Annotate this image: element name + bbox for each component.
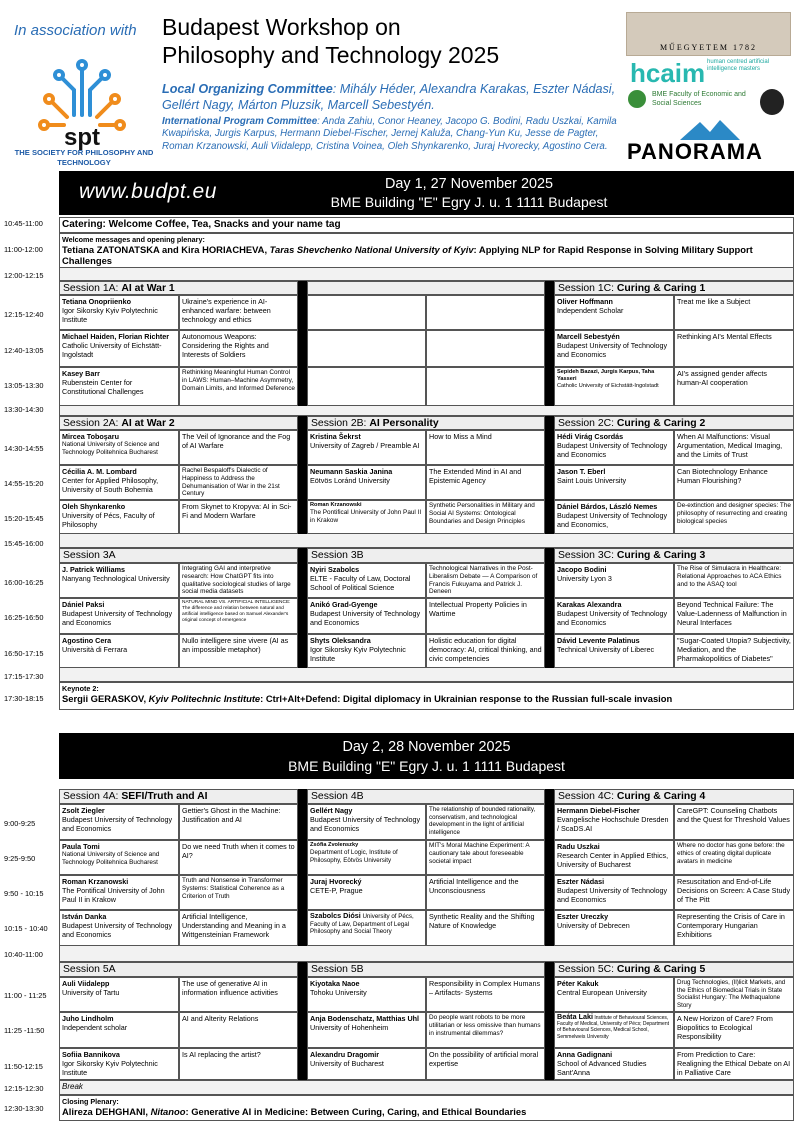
column-separator <box>545 281 554 406</box>
welcome-plenary: Welcome messages and opening plenary: Tetiana ZATONATSKA and Kira HORIACHEVA, Taras Shevchenko National University of Kyiv: Applying NLP for Rapid Response in Solving Military Support Challenges <box>59 233 794 268</box>
talk-speaker: Sofiia Bannikova Igor Sikorsky Kyiv Polytechnic Institute <box>59 1048 179 1080</box>
time-slot: 17:15-17:30 <box>4 672 44 681</box>
talk-speaker: Anja Bodenschatz, Matthias Uhl University of Hohenheim <box>307 1012 426 1048</box>
column-separator <box>298 789 307 946</box>
talk-title: From Prediction to Care: Realigning the Ethical Debate on AI in Palliative Care <box>674 1048 794 1080</box>
time-slot: 13:05-13:30 <box>4 381 44 390</box>
talk-speaker: Anna Gadignani School of Advanced Studies Sant'Anna <box>554 1048 674 1080</box>
talk-speaker: Péter Kakuk Central European University <box>554 977 674 1012</box>
talk-speaker: Oliver Hoffmann Independent Scholar <box>554 295 674 330</box>
session-2a-header: Session 2A: AI at War 2 <box>59 416 298 430</box>
profile-silhouette-icon <box>760 89 784 115</box>
spt-logo-icon <box>22 45 142 165</box>
session-5b-header: Session 5B <box>307 962 545 977</box>
talk-title: Where no doctor has gone before: the ethics of creating digital duplicate avatars in medicine <box>674 840 794 875</box>
time-slot: 11:00-12:00 <box>4 245 43 254</box>
talk-speaker: Eszter Nádasi Budapest University of Technology and Economics <box>554 875 674 910</box>
time-slot: 16:25-16:50 <box>4 613 44 622</box>
talk-title: Holistic education for digital democracy: AI, critical thinking, and civic competencies <box>426 634 545 668</box>
talk-speaker: Beáta Laki Institute of Behavioural Sciences, Faculty of Medical, University of Pécs; Department of Behavioural Sciences, Medical School, Semmelweis University <box>554 1012 674 1048</box>
talk-title: The relationship of bounded rationality, conservatism, and technological development in the light of artificial intelligence <box>426 804 545 840</box>
time-slot: 13:30-14:30 <box>4 405 44 414</box>
catering-row: Catering: Welcome Coffee, Tea, Snacks and your name tag <box>59 217 794 233</box>
time-slot: 9:50 - 10:15 <box>4 889 44 898</box>
break-row <box>59 668 794 682</box>
talk-speaker: Mircea Toboşaru National University of Science and Technology Politehnica Bucharest <box>59 430 179 465</box>
talk-title: The Rise of Simulacra in Healthcare: Relational Approaches to ACA Ethics and to the ASAQ tool <box>674 563 794 598</box>
talk-title: Autonomous Weapons: Considering the Rights and Interests of Soldiers <box>179 330 298 367</box>
column-separator <box>298 281 307 406</box>
talk-speaker: Juraj Hvorecký CETE-P, Prague <box>307 875 426 910</box>
column-separator <box>545 548 554 668</box>
talk-speaker: Cécilia A. M. Lombard Center for Applied Philosophy, University of South Bohemia <box>59 465 179 500</box>
talk-title: Rethinking Meaningful Human Control in LAWS: Human–Machine Asymmetry, Domain Limits, and Informed Deference <box>179 367 298 406</box>
talk-title: The Extended Mind in AI and Epistemic Agency <box>426 465 545 500</box>
time-slot: 11:50-12:15 <box>4 1062 43 1071</box>
mountain-icon <box>680 118 740 140</box>
talk-speaker: Alexandru Dragomir University of Bucharest <box>307 1048 426 1080</box>
talk-speaker: Jason T. Eberl Saint Louis University <box>554 465 674 500</box>
session-1b-header <box>307 281 545 295</box>
talk-speaker: Dávid Levente Palatinus Technical University of Liberec <box>554 634 674 668</box>
talk-speaker: Dániel Paksi Budapest University of Technology and Economics <box>59 598 179 634</box>
talk-speaker: István Danka Budapest University of Technology and Economics <box>59 910 179 946</box>
talk-speaker: J. Patrick Williams Nanyang Technological University <box>59 563 179 598</box>
talk-title: Intellectual Property Policies in Wartime <box>426 598 545 634</box>
website-url[interactable]: www.budpt.eu <box>79 180 217 203</box>
time-slot: 12:15-12:40 <box>4 310 44 319</box>
empty-cell <box>426 295 545 330</box>
talk-speaker: Neumann Saskia Janina Eötvös Loránd University <box>307 465 426 500</box>
column-separator <box>298 548 307 668</box>
time-slot: 15:20-15:45 <box>4 514 44 523</box>
column-separator <box>298 962 307 1080</box>
local-committee: Local Organizing Committee: Mihály Héder, Alexandra Karakas, Eszter Nádasi, Gellért Nagy, Márton Pluzsik, Marcell Sebestyén. <box>162 82 616 112</box>
column-separator <box>545 416 554 534</box>
talk-speaker: Radu Uszkai Research Center in Applied Ethics, University of Bucharest <box>554 840 674 875</box>
talk-title: Technological Narratives in the Post-Liberalism Debate — A Comparison of Francis Fukuyama and Patrick J. Deneen <box>426 563 545 598</box>
session-1c-header: Session 1C: Curing & Caring 1 <box>554 281 794 295</box>
day2-banner <box>59 733 794 779</box>
talk-title: Synthetic Personalities in Military and Social AI Systems: Ontological Boundaries and Design Principles <box>426 500 545 534</box>
empty-cell <box>307 330 426 367</box>
talk-title: The Veil of Ignorance and the Fog of AI Warfare <box>179 430 298 465</box>
talk-title: NATURAL MIND VS. ARTIFICIAL INTELLIGENCE: The difference and relation between natural and artificial intelligence based on Samuel Alexander's original concept of emergence <box>179 598 298 634</box>
talk-title: AI's assigned gender affects human-AI cooperation <box>674 367 794 406</box>
time-slot: 12:15-12:30 <box>4 1084 44 1093</box>
talk-speaker: Dániel Bárdos, László Nemes Budapest University of Technology and Economics, <box>554 500 674 534</box>
time-slot: 9:00-9:25 <box>4 819 36 828</box>
talk-speaker: Marcell Sebestyén Budapest University of Technology and Economics <box>554 330 674 367</box>
keynote-row: Keynote 2: Sergii GERASKOV, Kyiv Politechnic Institute: Ctrl+Alt+Defend: Digital diplomacy in Ukrainian response to the Russian full-scale invasion <box>59 682 794 710</box>
talk-title: Beyond Technical Failure: The Value-Ladenness of Malfunction in Neural Interfaces <box>674 598 794 634</box>
talk-title: CareGPT: Counseling Chatbots and the Quest for Threshold Values <box>674 804 794 840</box>
talk-title: From Skynet to Kropyva: AI in Sci-Fi and Modern Warfare <box>179 500 298 534</box>
talk-title: When AI Malfunctions: Visual Argumentation, Medical Imaging, and the Limits of Trust <box>674 430 794 465</box>
time-slot: 9:25-9:50 <box>4 854 36 863</box>
break-row <box>59 268 794 281</box>
svg-text:spt: spt <box>64 124 100 151</box>
session-2c-header: Session 2C: Curing & Caring 2 <box>554 416 794 430</box>
talk-speaker: Zsófia Zvolenszky Department of Logic, Institute of Philosophy, Eötvös University <box>307 840 426 875</box>
talk-title: Is AI replacing the artist? <box>179 1048 298 1080</box>
talk-title: "Sugar-Coated Utopia? Subjectivity, Mediation, and the Pharmakopolitics of Diabetes" <box>674 634 794 668</box>
talk-title: De-extinction and designer species: The philosophy of resurrecting and creating biological species <box>674 500 794 534</box>
talk-speaker: Jacopo Bodini University Lyon 3 <box>554 563 674 598</box>
break-row: Break <box>59 1080 794 1095</box>
time-slot: 15:45-16:00 <box>4 539 44 548</box>
day1-venue: BME Building "E" Egry J. u. 1 1111 Budapest <box>330 194 608 210</box>
column-separator <box>545 962 554 1080</box>
program-committee: International Program Committee: Anda Zahiu, Conor Heaney, Jacopo G. Bodini, Radu Uszkai, Kamila Kwapińska, Jurgis Karpus, Hermann Diebel-Fischer, Jernej Kaluža, Chang-Yun Ku, Jesse de Pagter, Roman Krzanowski, Auli Viidalepp, Cristina Voinea, Oleh Shynkarenko, Juraj Hvorecky, Agostino Cera. <box>162 116 617 152</box>
talk-speaker: Eszter Ureczky University of Debrecen <box>554 910 674 946</box>
talk-title: Responsibility in Complex Humans – Artifacts- Systems <box>426 977 545 1012</box>
talk-title: Artificial Intelligence, Understanding and Meaning in a Wittgensteinian Framework <box>179 910 298 946</box>
empty-cell <box>307 295 426 330</box>
page-title: Budapest Workshop on Philosophy and Technology 2025 <box>162 14 500 68</box>
session-5c-header: Session 5C: Curing & Caring 5 <box>554 962 794 977</box>
bme-seal-icon <box>628 90 646 108</box>
session-3b-header: Session 3B <box>307 548 545 563</box>
muegyetem-logo: MŰEGYETEM 1782 <box>659 43 758 52</box>
talk-title: Rethinking AI's Mental Effects <box>674 330 794 367</box>
talk-title: On the possibility of artificial moral expertise <box>426 1048 545 1080</box>
talk-title: Truth and Nonsense in Transformer Systems: Statistical Coherence as a Criterion of Truth <box>179 875 298 910</box>
talk-speaker: Gellért Nagy Budapest University of Technology and Economics <box>307 804 426 840</box>
time-slot: 11:25 -11:50 <box>4 1026 45 1035</box>
day1-title: Day 1, 27 November 2025 <box>385 176 553 192</box>
talk-speaker: Szabolcs Diósi University of Pécs, Faculty of Law, Department of Legal Philosophy and Social Theory <box>307 910 426 946</box>
time-slot: 14:55-15:20 <box>4 479 44 488</box>
hcaim-logo: hcaim <box>630 58 706 88</box>
association-label: In association with <box>14 22 137 39</box>
talk-title: Drug Technologies, (Il)licit Markets, and the Ethics of Biomedical Trials in State Socialist Hungary: The Methaqualone Story <box>674 977 794 1012</box>
session-3a-header: Session 3A <box>59 548 298 563</box>
session-4b-header: Session 4B <box>307 789 545 804</box>
spt-society-name: THE SOCIETY FOR PHILOSOPHY AND TECHNOLOGY <box>14 148 154 167</box>
talk-title: Synthetic Reality and the Shifting Nature of Knowledge <box>426 910 545 946</box>
talk-speaker: Hermann Diebel-Fischer Evangelische Hochschule Dresden / ScaDS.AI <box>554 804 674 840</box>
session-2b-header: Session 2B: AI Personality <box>307 416 545 430</box>
talk-speaker: Kiyotaka Naoe Tohoku University <box>307 977 426 1012</box>
talk-speaker: Shyts Oleksandra Igor Sikorsky Kyiv Polytechnic Institute <box>307 634 426 668</box>
talk-speaker: Karakas Alexandra Budapest University of Technology and Economics <box>554 598 674 634</box>
talk-speaker: Sepideh Bazazi, Jurgis Karpus, Taha Yasseri Catholic University of Eichstätt-Ingolstadt <box>554 367 674 406</box>
talk-title: Do we need Truth when it comes to AI? <box>179 840 298 875</box>
talk-title: Integrating GAI and interpretive research: How ChatGPT fits into qualitative sociological studies of large social media datasets <box>179 563 298 598</box>
time-slot: 14:30-14:55 <box>4 444 44 453</box>
closing-plenary: Closing Plenary: Alireza DEHGHANI, Nitanoo: Generative AI in Medicine: Between Curing, Caring, and Ethical Boundaries <box>59 1095 794 1121</box>
talk-title: Resuscitation and End-of-Life Decisions on Screen: A Case Study of The Pitt <box>674 875 794 910</box>
talk-title: The use of generative AI in information influence activities <box>179 977 298 1012</box>
time-slot: 12:40-13:05 <box>4 346 44 355</box>
talk-title: Rachel Bespaloff's Dialectic of Happiness to Address the Dehumanisation of War in the 21st Century <box>179 465 298 500</box>
break-row <box>59 946 794 962</box>
talk-title: AI and Alterity Relations <box>179 1012 298 1048</box>
hcaim-subtitle: human centred artificial intelligence masters <box>707 59 770 72</box>
empty-cell <box>307 367 426 406</box>
talk-speaker: Agostino Cera Università di Ferrara <box>59 634 179 668</box>
talk-title: Ukraine's experience in AI-enhanced warfare: between technology and ethics <box>179 295 298 330</box>
talk-speaker: Roman Krzanowski The Pontifical University of John Paul II in Krakow <box>307 500 426 534</box>
talk-speaker: Anikó Grad-Gyenge Budapest University of Technology and Economics <box>307 598 426 634</box>
session-1a-header: Session 1A: AI at War 1 <box>59 281 298 295</box>
talk-speaker: Kristina Šekrst University of Zagreb / Preamble AI <box>307 430 426 465</box>
empty-cell <box>426 330 545 367</box>
talk-speaker: Auli Viidalepp University of Tartu <box>59 977 179 1012</box>
panorama-logo: PANORAMA <box>627 139 763 164</box>
talk-title: Nullo intelligere sine vivere (AI as an impossible metaphor) <box>179 634 298 668</box>
time-slot: 12:00-12:15 <box>4 271 44 280</box>
talk-title: A New Horizon of Care? From Biopolitics to Ecological Responsibility <box>674 1012 794 1048</box>
day2-title: Day 2, 28 November 2025 <box>342 739 511 755</box>
lunch-row <box>59 406 794 416</box>
talk-title: How to Miss a Mind <box>426 430 545 465</box>
session-3c-header: Session 3C: Curing & Caring 3 <box>554 548 794 563</box>
talk-speaker: Zsolt Ziegler Budapest University of Technology and Economics <box>59 804 179 840</box>
session-4c-header: Session 4C: Curing & Caring 4 <box>554 789 794 804</box>
session-4a-header: Session 4A: SEFI/Truth and AI <box>59 789 298 804</box>
talk-speaker: Hédi Virág Csordás Budapest University of Technology and Economics <box>554 430 674 465</box>
time-slot: 10:15 - 10:40 <box>4 924 48 933</box>
day2-venue: BME Building "E" Egry J. u. 1 1111 Budapest <box>288 758 565 774</box>
session-5a-header: Session 5A <box>59 962 298 977</box>
empty-cell <box>426 367 545 406</box>
talk-speaker: Oleh Shynkarenko University of Pécs, Faculty of Philosophy <box>59 500 179 534</box>
talk-title: Treat me like a Subject <box>674 295 794 330</box>
time-slot: 17:30-18:15 <box>4 694 44 703</box>
time-slot: 16:00-16:25 <box>4 578 44 587</box>
talk-title: MIT's Moral Machine Experiment: A cautionary tale about foreseeable societal impact <box>426 840 545 875</box>
talk-title: Can Biotechnology Enhance Human Flourishing? <box>674 465 794 500</box>
talk-title: Gettier's Ghost in the Machine: Justification and AI <box>179 804 298 840</box>
time-slot: 10:40-11:00 <box>4 950 43 959</box>
time-slot: 16:50-17:15 <box>4 649 44 658</box>
talk-speaker: Tetiana Onopriienko Igor Sikorsky Kyiv Polytechnic Institute <box>59 295 179 330</box>
time-slot: 12:30-13:30 <box>4 1104 44 1113</box>
column-separator <box>545 789 554 946</box>
time-slot: 10:45-11:00 <box>4 219 43 228</box>
talk-title: Representing the Crisis of Care in Contemporary Hungarian Exhibitions <box>674 910 794 946</box>
column-separator <box>298 416 307 534</box>
talk-speaker: Nyiri Szabolcs ELTE - Faculty of Law, Doctoral School of Political Science <box>307 563 426 598</box>
talk-speaker: Michael Haiden, Florian Richter Catholic University of Eichstätt-Ingolstadt <box>59 330 179 367</box>
talk-title: Artificial Intelligence and the Unconsciousness <box>426 875 545 910</box>
talk-speaker: Roman Krzanowski The Pontifical University of John Paul II in Krakow <box>59 875 179 910</box>
day1-banner <box>59 171 794 215</box>
bme-gtk-logo: BME Faculty of Economic and Social Sciences <box>652 91 746 107</box>
talk-title: Do people want robots to be more utilitarian or less omissive than humans in instrumental dilemmas? <box>426 1012 545 1048</box>
time-slot: 11:00 - 11:25 <box>4 991 47 1000</box>
break-row <box>59 534 794 548</box>
talk-speaker: Juho Lindholm Independent scholar <box>59 1012 179 1048</box>
talk-speaker: Paula Tomi National University of Science and Technology Politehnica Bucharest <box>59 840 179 875</box>
talk-speaker: Kasey Barr Rubenstein Center for Constitutional Challenges <box>59 367 179 406</box>
